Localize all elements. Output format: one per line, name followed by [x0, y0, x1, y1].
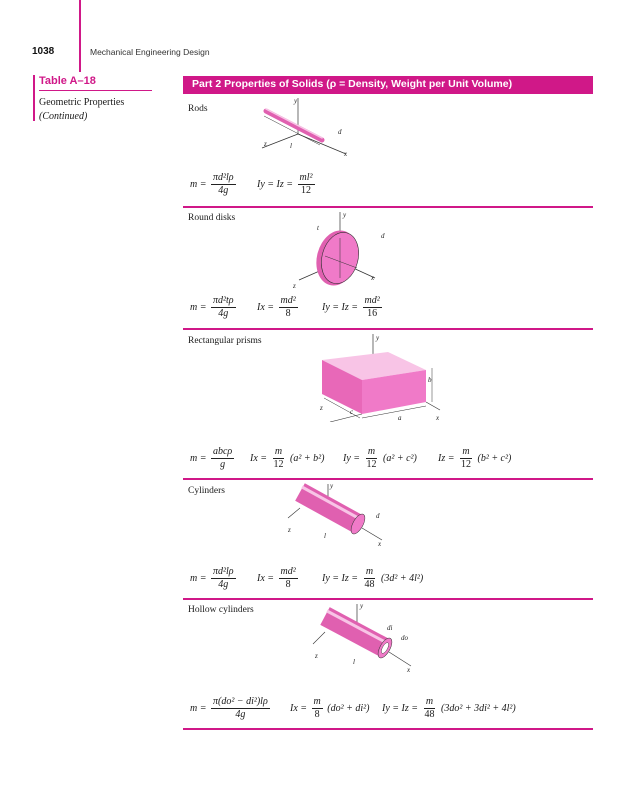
hollow-cylinder-diagram — [305, 598, 425, 678]
svg-text:do: do — [401, 634, 408, 642]
table-continued: (Continued) — [39, 111, 88, 122]
cylinder-mass-formula: m = $\frac{\text{πd²lρ}}{4g}$ — [190, 566, 234, 590]
svg-text:d: d — [376, 512, 380, 520]
svg-text:x: x — [436, 414, 440, 422]
table-bottom-rule — [183, 728, 593, 730]
svg-text:y: y — [376, 334, 380, 342]
cylinder-iy-formula: Iy = Iz = $\frac{m}{48}$ (3d² + 4l²) — [322, 566, 424, 590]
svg-text:y: y — [330, 482, 334, 490]
svg-text:x: x — [378, 540, 382, 548]
svg-text:y: y — [343, 211, 347, 219]
section-label-prisms: Rectangular prisms — [188, 336, 262, 346]
section-label-hollow: Hollow cylinders — [188, 605, 254, 615]
disk-mass-formula: m = $\frac{\text{πd²tρ}}{4g}$ — [190, 295, 234, 319]
svg-text:z: z — [315, 652, 318, 660]
svg-text:z: z — [288, 526, 291, 534]
svg-text:l: l — [324, 532, 326, 540]
svg-text:x: x — [344, 150, 348, 158]
prism-iy-formula: Iy = $\frac{m}{12}$ (a² + c²) — [343, 446, 417, 470]
table-subtitle: Geometric Properties — [39, 97, 125, 108]
svg-text:z: z — [293, 282, 296, 290]
svg-text:z: z — [320, 404, 323, 412]
prism-diagram — [310, 330, 446, 422]
part-title: Part 2 Properties of Solids (ρ = Density, Weight per Unit Volume) — [192, 78, 513, 90]
running-title: Mechanical Engineering Design — [90, 47, 210, 57]
hollow-mass-formula: m = $\frac{\text{π(do² − di²)lρ}}{4g}$ — [190, 696, 268, 720]
svg-text:z: z — [264, 140, 267, 148]
rod-inertia-formula: Iy = Iz = $\frac{\text{ml²}}{12}$ — [257, 172, 313, 196]
section-label-rods: Rods — [188, 104, 208, 114]
rod-mass-formula: m = $\frac{\text{πd²lρ}}{4g}$ — [190, 172, 234, 196]
header-rule — [79, 0, 81, 72]
hollow-iy-formula: Iy = Iz = $\frac{m}{48}$ (3do² + 3di² + 4l²) — [382, 696, 516, 720]
svg-text:d: d — [381, 232, 385, 240]
rod-diagram — [250, 94, 360, 162]
svg-text:y: y — [360, 602, 364, 610]
svg-text:a: a — [398, 414, 402, 422]
table-title: Table A–18 — [39, 75, 96, 87]
prism-iz-formula: Iz = $\frac{m}{12}$ (b² + c²) — [438, 446, 512, 470]
svg-text:l: l — [290, 142, 292, 150]
cylinder-diagram — [280, 478, 390, 550]
disk-iy-formula: Iy = Iz = $\frac{\text{md²}}{16}$ — [322, 295, 380, 319]
svg-text:b: b — [428, 376, 432, 384]
disk-diagram — [285, 208, 395, 294]
hollow-ix-formula: Ix = $\frac{m}{8}$ (do² + di²) — [290, 696, 370, 720]
page-number: 1038 — [32, 46, 55, 57]
section-label-disks: Round disks — [188, 213, 236, 223]
svg-text:l: l — [353, 658, 355, 666]
prism-ix-formula: Ix = $\frac{m}{12}$ (a² + b²) — [250, 446, 325, 470]
svg-text:x: x — [371, 274, 375, 282]
svg-text:di: di — [387, 624, 393, 632]
table-title-rule — [39, 90, 152, 91]
svg-text:d: d — [338, 128, 342, 136]
section-label-cylinders: Cylinders — [188, 486, 225, 496]
cylinder-ix-formula: Ix = $\frac{\text{md²}}{8}$ — [257, 566, 296, 590]
prism-mass-formula: m = $\frac{\text{abcρ}}{g}$ — [190, 446, 233, 470]
svg-text:c: c — [350, 408, 354, 416]
svg-text:y: y — [294, 97, 298, 105]
svg-text:t: t — [317, 224, 319, 232]
table-side-bar — [33, 75, 35, 121]
svg-text:x: x — [407, 666, 411, 674]
disk-ix-formula: Ix = $\frac{\text{md²}}{8}$ — [257, 295, 296, 319]
